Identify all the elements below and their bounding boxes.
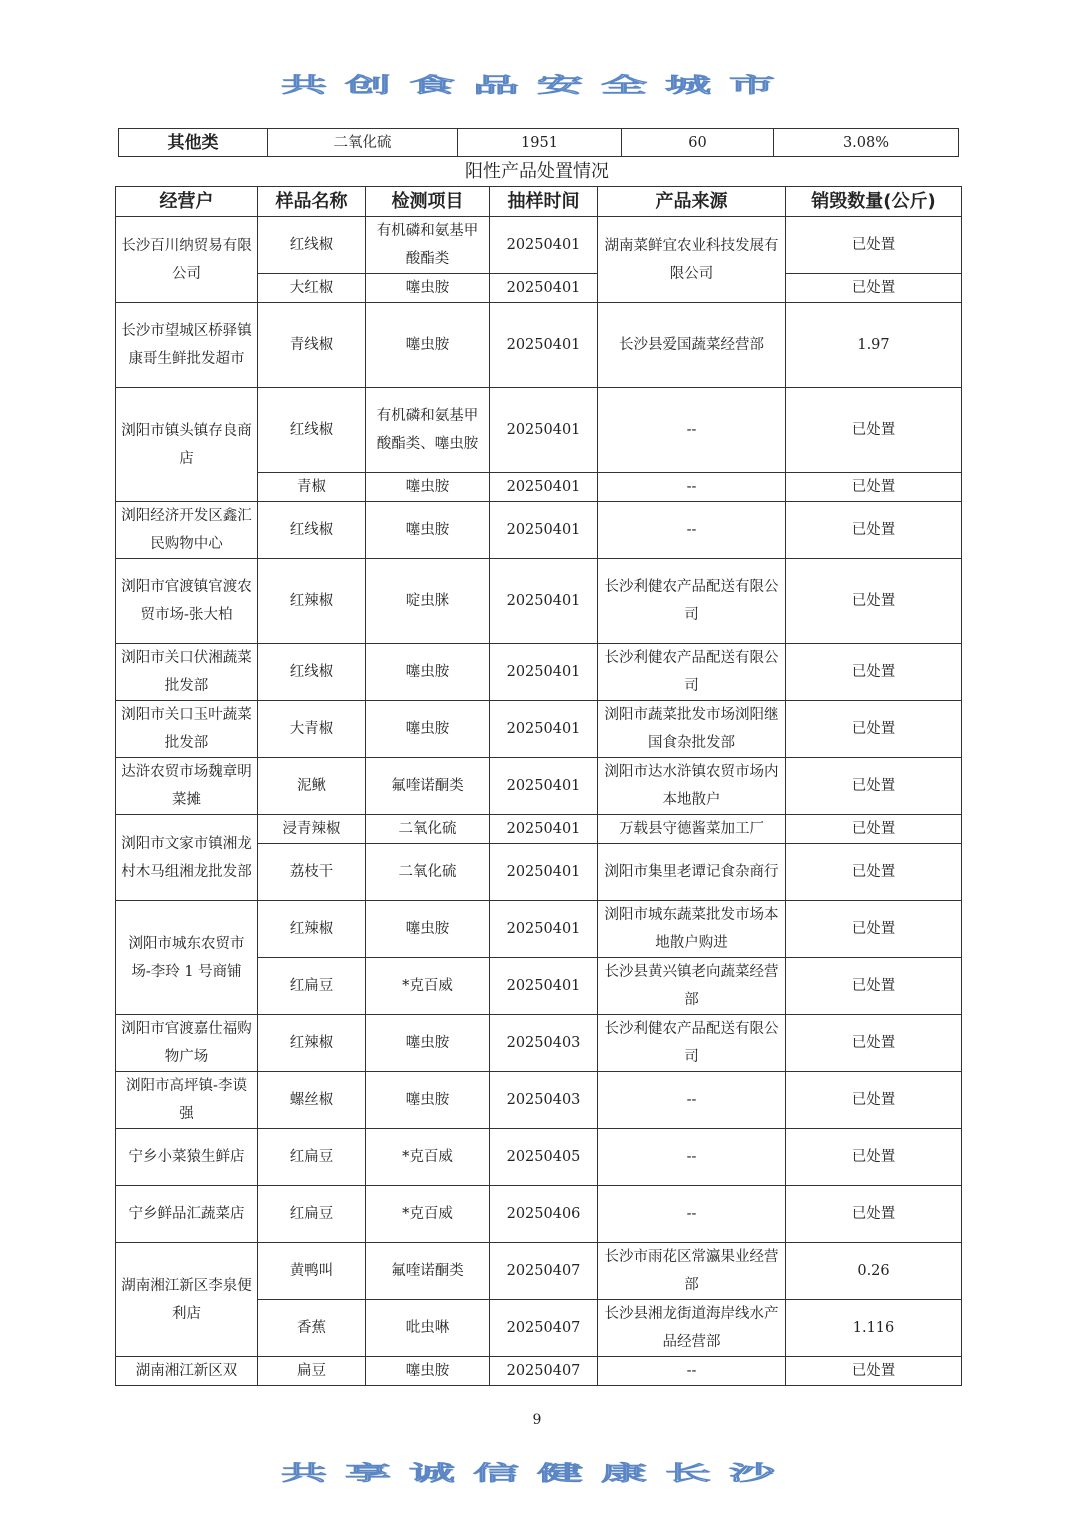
test-item-cell: 氟喹诺酮类 (366, 1243, 490, 1300)
sample-cell: 红辣椒 (258, 901, 366, 958)
sampling-date-cell: 20250401 (490, 502, 598, 559)
sampling-date-cell: 20250401 (490, 473, 598, 502)
source-cell: -- (598, 1129, 786, 1186)
source-cell: 浏阳市蔬菜批发市场浏阳继国食杂批发部 (598, 701, 786, 758)
operator-cell: 宁乡鲜品汇蔬菜店 (116, 1186, 258, 1243)
sampling-date-cell: 20250401 (490, 701, 598, 758)
test-item-cell: 氟喹诺酮类 (366, 758, 490, 815)
destroyed-qty-cell: 已处置 (786, 473, 962, 502)
operator-cell: 达浒农贸市场魏章明菜摊 (116, 758, 258, 815)
destroyed-qty-cell: 已处置 (786, 844, 962, 901)
source-cell: -- (598, 388, 786, 473)
sampling-date-cell: 20250405 (490, 1129, 598, 1186)
source-cell: -- (598, 502, 786, 559)
operator-cell: 浏阳市官渡镇官渡农贸市场-张大柏 (116, 559, 258, 644)
destroyed-qty-cell: 已处置 (786, 758, 962, 815)
test-item-cell: 噻虫胺 (366, 274, 490, 303)
destroyed-qty-cell: 已处置 (786, 1072, 962, 1129)
destroyed-qty-cell: 已处置 (786, 701, 962, 758)
test-item-cell: 二氧化硫 (366, 844, 490, 901)
source-cell: 长沙利健农产品配送有限公司 (598, 559, 786, 644)
operator-cell: 长沙市望城区桥驿镇康哥生鲜批发超市 (116, 303, 258, 388)
operator-cell: 长沙百川纳贸易有限公司 (116, 217, 258, 303)
test-item-cell: *克百威 (366, 1129, 490, 1186)
sample-cell: 螺丝椒 (258, 1072, 366, 1129)
column-header: 检测项目 (366, 187, 490, 217)
source-cell: 长沙市雨花区常瀛果业经营部 (598, 1243, 786, 1300)
sample-cell: 红扁豆 (258, 958, 366, 1015)
destroyed-qty-cell: 0.26 (786, 1243, 962, 1300)
summary-row (119, 129, 959, 157)
test-item-cell: 有机磷和氨基甲酸酯类、噻虫胺 (366, 388, 490, 473)
summary-positive: 60 (622, 129, 774, 157)
source-cell: 长沙利健农产品配送有限公司 (598, 644, 786, 701)
positive-products-table (115, 186, 962, 1386)
operator-cell: 浏阳市文家市镇湘龙村木马组湘龙批发部 (116, 815, 258, 901)
test-item-cell: 吡虫啉 (366, 1300, 490, 1357)
page-number: 9 (532, 1412, 542, 1428)
table-row (116, 901, 962, 958)
sampling-date-cell: 20250403 (490, 1015, 598, 1072)
destroyed-qty-cell: 已处置 (786, 644, 962, 701)
test-item-cell: 啶虫脒 (366, 559, 490, 644)
test-item-cell: 噻虫胺 (366, 1072, 490, 1129)
operator-cell: 浏阳市高坪镇-李谟强 (116, 1072, 258, 1129)
column-header: 经营户 (116, 187, 258, 217)
source-cell: -- (598, 1072, 786, 1129)
sampling-date-cell: 20250401 (490, 644, 598, 701)
footer-banner: 共享诚信健康长沙 (281, 1460, 793, 1486)
destroyed-qty-cell: 已处置 (786, 815, 962, 844)
summary-category: 其他类 (119, 129, 268, 157)
summary-item: 二氧化硫 (268, 129, 458, 157)
sample-cell: 大青椒 (258, 701, 366, 758)
test-item-cell: 噻虫胺 (366, 473, 490, 502)
destroyed-qty-cell: 已处置 (786, 1357, 962, 1386)
test-item-cell: *克百威 (366, 1186, 490, 1243)
sampling-date-cell: 20250407 (490, 1357, 598, 1386)
table-row (116, 644, 962, 701)
source-cell: -- (598, 473, 786, 502)
test-item-cell: 噻虫胺 (366, 1015, 490, 1072)
destroyed-qty-cell: 已处置 (786, 274, 962, 303)
table-row (116, 1072, 962, 1129)
destroyed-qty-cell: 已处置 (786, 901, 962, 958)
sample-cell: 红扁豆 (258, 1186, 366, 1243)
test-item-cell: 噻虫胺 (366, 502, 490, 559)
destroyed-qty-cell: 已处置 (786, 217, 962, 274)
source-cell: 长沙利健农产品配送有限公司 (598, 1015, 786, 1072)
sampling-date-cell: 20250401 (490, 958, 598, 1015)
operator-cell: 浏阳市官渡嘉仕福购物广场 (116, 1015, 258, 1072)
test-item-cell: 噻虫胺 (366, 901, 490, 958)
table-row (116, 815, 962, 844)
table-row (116, 217, 962, 274)
destroyed-qty-cell: 已处置 (786, 559, 962, 644)
summary-rate: 3.08% (774, 129, 959, 157)
sampling-date-cell: 20250407 (490, 1300, 598, 1357)
sampling-date-cell: 20250401 (490, 815, 598, 844)
sampling-date-cell: 20250401 (490, 844, 598, 901)
column-header: 样品名称 (258, 187, 366, 217)
column-header: 产品来源 (598, 187, 786, 217)
table-row (116, 1243, 962, 1300)
table-row (116, 1129, 962, 1186)
test-item-cell: *克百威 (366, 958, 490, 1015)
destroyed-qty-cell: 已处置 (786, 958, 962, 1015)
table-caption: 阳性产品处置情况 (465, 161, 609, 182)
destroyed-qty-cell: 已处置 (786, 388, 962, 473)
destroyed-qty-cell: 已处置 (786, 1015, 962, 1072)
column-header: 销毁数量(公斤) (786, 187, 962, 217)
destroyed-qty-cell: 已处置 (786, 1129, 962, 1186)
test-item-cell: 噻虫胺 (366, 303, 490, 388)
source-cell: -- (598, 1357, 786, 1386)
source-cell: 浏阳市达水浒镇农贸市场内本地散户 (598, 758, 786, 815)
test-item-cell: 噻虫胺 (366, 1357, 490, 1386)
table-row (116, 303, 962, 388)
sample-cell: 荔枝干 (258, 844, 366, 901)
source-cell: 长沙县湘龙街道海岸线水产品经营部 (598, 1300, 786, 1357)
sampling-date-cell: 20250406 (490, 1186, 598, 1243)
operator-cell: 浏阳经济开发区鑫汇民购物中心 (116, 502, 258, 559)
sample-cell: 红线椒 (258, 502, 366, 559)
sampling-date-cell: 20250401 (490, 274, 598, 303)
table-row (116, 559, 962, 644)
destroyed-qty-cell: 已处置 (786, 1186, 962, 1243)
sample-cell: 大红椒 (258, 274, 366, 303)
test-item-cell: 噻虫胺 (366, 701, 490, 758)
sample-cell: 泥鳅 (258, 758, 366, 815)
summary-table (118, 128, 959, 157)
operator-cell: 浏阳市关口伏湘蔬菜批发部 (116, 644, 258, 701)
sample-cell: 青椒 (258, 473, 366, 502)
summary-count: 1951 (458, 129, 622, 157)
sample-cell: 黄鸭叫 (258, 1243, 366, 1300)
sample-cell: 红线椒 (258, 388, 366, 473)
operator-cell: 浏阳市关口玉叶蔬菜批发部 (116, 701, 258, 758)
source-cell: 浏阳市城东蔬菜批发市场本地散户购进 (598, 901, 786, 958)
sampling-date-cell: 20250401 (490, 559, 598, 644)
table-row (116, 1015, 962, 1072)
test-item-cell: 有机磷和氨基甲酸酯类 (366, 217, 490, 274)
sampling-date-cell: 20250401 (490, 303, 598, 388)
source-cell: 长沙县爱国蔬菜经营部 (598, 303, 786, 388)
sampling-date-cell: 20250401 (490, 758, 598, 815)
destroyed-qty-cell: 1.116 (786, 1300, 962, 1357)
sample-cell: 青线椒 (258, 303, 366, 388)
source-cell: 万载县守德酱菜加工厂 (598, 815, 786, 844)
destroyed-qty-cell: 1.97 (786, 303, 962, 388)
table-row (116, 502, 962, 559)
operator-cell: 湖南湘江新区双 (116, 1357, 258, 1386)
column-header: 抽样时间 (490, 187, 598, 217)
sampling-date-cell: 20250403 (490, 1072, 598, 1129)
sample-cell: 红辣椒 (258, 1015, 366, 1072)
table-row (116, 388, 962, 473)
sample-cell: 扁豆 (258, 1357, 366, 1386)
operator-cell: 宁乡小菜猿生鲜店 (116, 1129, 258, 1186)
sample-cell: 红线椒 (258, 217, 366, 274)
sampling-date-cell: 20250401 (490, 901, 598, 958)
test-item-cell: 噻虫胺 (366, 644, 490, 701)
source-cell: 湖南菜鲜宜农业科技发展有限公司 (598, 217, 786, 303)
source-cell: -- (598, 1186, 786, 1243)
source-cell: 长沙县黄兴镇老向蔬菜经营部 (598, 958, 786, 1015)
table-row (116, 1186, 962, 1243)
sample-cell: 红线椒 (258, 644, 366, 701)
sampling-date-cell: 20250401 (490, 217, 598, 274)
destroyed-qty-cell: 已处置 (786, 502, 962, 559)
test-item-cell: 二氧化硫 (366, 815, 490, 844)
table-header-row (116, 187, 962, 217)
sampling-date-cell: 20250407 (490, 1243, 598, 1300)
operator-cell: 浏阳市镇头镇存良商店 (116, 388, 258, 502)
operator-cell: 湖南湘江新区李泉便利店 (116, 1243, 258, 1357)
sample-cell: 浸青辣椒 (258, 815, 366, 844)
table-row (116, 758, 962, 815)
sample-cell: 红扁豆 (258, 1129, 366, 1186)
sampling-date-cell: 20250401 (490, 388, 598, 473)
operator-cell: 浏阳市城东农贸市场-李玲 1 号商铺 (116, 901, 258, 1015)
header-banner: 共创食品安全城市 (281, 72, 793, 98)
source-cell: 浏阳市集里老谭记食杂商行 (598, 844, 786, 901)
table-row (116, 701, 962, 758)
table-row (116, 1357, 962, 1386)
sample-cell: 香蕉 (258, 1300, 366, 1357)
sample-cell: 红辣椒 (258, 559, 366, 644)
